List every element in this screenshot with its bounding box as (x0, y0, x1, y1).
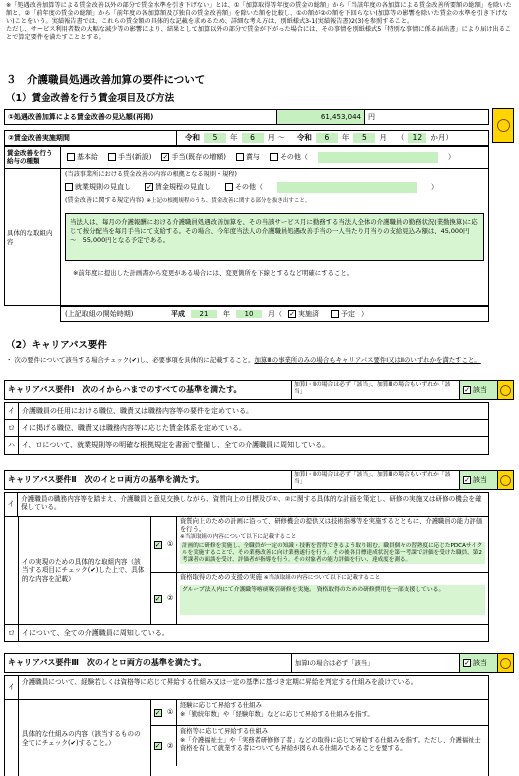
start-year[interactable]: 21 (191, 310, 217, 319)
checkbox-checked-icon: ✓ (162, 153, 169, 162)
rules-caption: (当該事業所における賃金改善の内容の根拠となる規則・規程) (65, 171, 237, 178)
checkbox-checked-icon: ✓ (289, 309, 295, 318)
req2-body (4, 492, 489, 642)
checkbox-icon (270, 153, 278, 161)
start-month-unit: 月（ (268, 309, 282, 318)
req2-option-1-text: 資質向上のための計画に沿って、研修機会の提供又は技術指導等を実施するとともに、介護職員の能力評価を行う。 (180, 518, 483, 534)
estimate-unit: 円 (365, 110, 489, 125)
req3-indicator (497, 654, 513, 672)
period-year-end[interactable]: 6 (316, 133, 338, 142)
provision-text[interactable]: 当法人は、毎月の介護報酬における介護職員処遇改善加算を、その当該サービス月に勤務する当法人全体の介護職員の勤務状況(業勤換算)に応じて按分配当を毎月手当にて支給する。その場合、今年度当法人の介護職員処遇改善手当の一人当たり月当りの支給見込み額は、45,000円 ～ 55,000円となる予定である。 (65, 213, 484, 261)
wage-items-block (4, 146, 489, 306)
req3-title: キャリアパス要件Ⅲ 次のイとロ両方の基準を満たす。 (8, 658, 207, 667)
req3-row-a: イ 介護職員について、経験若しくは資格等に応じて昇給する仕組み又は一定の基準に基づき定期に昇給を判定する仕組みを設けている。 (5, 676, 488, 700)
req1-yes[interactable]: ✓ 該当 (459, 381, 497, 399)
start-row (60, 306, 489, 322)
req1-row-c: ハ イ、ロについて、就業規則等の明確な根拠規定を書面で整備し、全ての介護職員に周知している。 (5, 437, 488, 454)
concrete-label: 具体的な取組内容 (5, 169, 61, 306)
note-line1: ※「処遇改善加算等による賃金改善以外の部分で賃金水準を引き下げない」とは、①「加算取得等年度の賃金の総額」から「当該年度の各加算による賃金改善所要額の総額」を除いた額と、②「前年度の賃金の総額」から「前年度の各加算額及び独自の賃金改善額」を除いた額を比較し、①の額が②の額を下回らない(加算等の影響を除いた賃金の水準を引き下げない)ことをいう。実績報告書では、これらの賃金額の具体的な記載を求めるため、詳細な考え方は、別紙様式3-1(実績報告書)2(3)を参照すること。 (6, 2, 512, 26)
req2-yes[interactable]: ✓ 該当 (459, 471, 497, 489)
start-month[interactable]: 10 (236, 310, 262, 319)
subsection-title: （1）賃金改善を行う賃金項目及び方法 (6, 93, 175, 104)
rule-wage-rules[interactable]: ✓ 賃金規程の見直し (146, 182, 211, 191)
req3-option-2: ✓ ② 資格等に応じて昇給する仕組み ※「介護福祉士」や「実務者研修修了者」などの取得に応じて昇給する仕組みを指す。ただし、介護福祉士資格を有して就業する者についても昇給が図られる仕組みであることを要する。 (151, 726, 488, 766)
item-other[interactable]: その他（ (270, 153, 308, 162)
rule-other-close: ） (431, 182, 438, 191)
req2-option-2-text: 資格取得のための支援の実施 (180, 574, 262, 581)
req1-header (4, 380, 514, 400)
period-year-unit-end: 年 (341, 133, 350, 143)
rule-other[interactable]: その他（ (225, 183, 263, 192)
period-year-start[interactable]: 5 (204, 133, 226, 142)
req3-header (4, 653, 514, 673)
req1-condition: 加算Ⅰ・Ⅱの場合は必ず「該当」、加算Ⅲの場合もいずれか「該当」 (291, 381, 459, 399)
checkbox-icon (67, 153, 75, 161)
period-values (177, 133, 453, 142)
checkbox-icon (65, 183, 73, 191)
req3-condition: 加算Ⅰの場合は必ず「該当」 (291, 654, 459, 672)
provision-caption-row (65, 196, 484, 205)
checkbox-checked-icon[interactable]: ✓ (154, 594, 161, 603)
req2-option-1: ✓ ① 資質向上のための計画に沿って、研修機会の提供又は技術指導等を実施するとともに、介護職員の能力評価を行う。 ※当該取組の内容について以下に記載すること 計画的に研修を実施し、全職員が一定の知識・技術を習得できるよう取り組む。職員個々の習熟度に応じたPDCAサイクルを実施することで、その業務改善に向け業務遂行を行う。その後各目標達成状況を第一考課で評価を受けた職員、第2考課者の面談を受け、評価者が指導を行う。その対象者の能力評価を行い、達成度を測る。 (151, 517, 488, 573)
concrete-row (5, 169, 488, 306)
section-title: ３ 介護職員処遇改善加算の要件について (6, 74, 206, 86)
req1-row-a: イ 介護職員の任用における職位、職責又は職務内容等の要件を定めている。 (5, 403, 488, 420)
yellow-circle-icon (500, 385, 511, 396)
item-basic[interactable]: 基本給 (67, 153, 98, 162)
checkbox-checked-icon[interactable]: ✓ (154, 742, 161, 750)
period-label: ②賃金改善実施期間 (5, 131, 177, 145)
start-era: 平成 (171, 309, 185, 318)
period-month-start[interactable]: 6 (242, 133, 264, 142)
yellow-circle-icon (500, 475, 511, 486)
req2-detail (5, 517, 488, 625)
req2-row-b: ロ イについて、全ての介護職員に周知している。 (5, 625, 488, 641)
checkbox-checked-icon[interactable]: ✓ (154, 540, 161, 549)
checkbox-checked-icon: ✓ (464, 386, 470, 394)
rule-work-rules[interactable]: 就業規則の見直し (65, 183, 131, 192)
yellow-circle-icon (500, 658, 511, 669)
career-bullet: ・ 次の要件について該当する場合チェック(✔)し、必要事項を具体的に記載すること。加算Ⅲの事業所のみの場合もキャリアパス要件Ⅰ又はⅡのいずれかを満たすこと。 (6, 356, 481, 364)
period-era-start: 令和 (185, 133, 200, 143)
items-label: 賃金改善を行う給与の種類 (5, 147, 61, 168)
period-month-end[interactable]: 5 (353, 133, 375, 142)
start-plan[interactable]: 予定 (331, 310, 355, 319)
items-row (5, 147, 488, 169)
provision-caption: (賃金改善に関する規定内容) (65, 196, 145, 204)
period-month-unit-end: 月 (379, 133, 387, 143)
req2-indicator (497, 471, 513, 489)
checkbox-icon (331, 310, 339, 318)
status-indicator-1 (492, 108, 514, 143)
start-year-unit: 年 (223, 309, 230, 318)
req1-row-b: ロ イに掲げる職位、職責又は職務内容等に応じた賃金体系を定めている。 (5, 420, 488, 437)
period-year-unit: 年 (230, 133, 238, 143)
item-other-input[interactable] (318, 152, 438, 163)
req3-detail (5, 700, 488, 776)
checkbox-icon (236, 153, 244, 161)
start-close: ） (361, 309, 368, 318)
yellow-circle-icon (497, 119, 510, 132)
rule-other-input[interactable] (277, 182, 417, 193)
concrete-content (61, 169, 488, 306)
estimate-label: ①処遇改善加算による賃金改善の見込額(再掲) (5, 110, 277, 125)
req1-indicator (497, 381, 513, 399)
req3-body (4, 675, 489, 776)
period-row (4, 130, 489, 146)
req2-condition: 加算Ⅰ・Ⅱの場合は必ず「該当」、加算Ⅲの場合もいずれか「該当」 (291, 471, 459, 489)
period-months-unit: か月） (430, 133, 453, 143)
req3-option-1: ✓ ① 経験に応じて昇給する仕組み ※「勤続年数」や「経験年数」などに応じて昇給する仕組みを指す。 (151, 700, 488, 726)
period-months[interactable]: 12 (408, 133, 426, 142)
start-done[interactable]: ✓ 実施済 (289, 309, 319, 318)
change-note: ※前年度に提出した計画書から変更がある場合には、変更箇所を下線とするなど明確にすること。 (73, 268, 354, 277)
checkbox-checked-icon: ✓ (464, 476, 470, 484)
item-existing-allowance[interactable]: ✓ 手当(既存の増額) (162, 153, 226, 162)
notes (6, 2, 514, 42)
item-new-allowance[interactable]: 手当(新設) (108, 153, 151, 162)
period-era-end: 令和 (296, 133, 312, 143)
req3-option-2-text: 資格等に応じて昇給する仕組み (180, 728, 269, 735)
req1-title: キャリアパス要件Ⅰ 次のイからハまでのすべての基準を満たす。 (8, 385, 242, 394)
checkbox-checked-icon: ✓ (464, 659, 470, 667)
estimate-value[interactable]: 61,453,044 (277, 110, 365, 125)
start-label: (上記取組の開始時期) (65, 309, 134, 318)
item-other-close: ） (447, 153, 455, 162)
items-options (61, 147, 488, 168)
req2-option-2: ✓ ② 資格取得のための支援の実施 ※当該取組の内容について以下に記載すること グループ法人内にて介護職等喀痰吸引研修を実施。 資格取得のための研修費用を一部支援している。 (151, 573, 488, 624)
checkbox-icon (108, 153, 116, 161)
estimate-row (4, 109, 489, 125)
req2-option-1-detail[interactable]: 計画的に研修を実施し、全職員が一定の知識・技術を習得できるよう取り組む。職員個々の習熟度に応じたPDCAサイクルを実施することで、その業務改善に向け業務遂行を行う。その後各目標達成状況を第一考課で評価を受けた職員、第2考課者の面談を受け、評価者が指導を行う。その対象者の能力評価を行い、達成度を測る。 (180, 542, 485, 564)
req3-option-1-text: 経験に応じて昇給する仕組み (180, 702, 262, 709)
provision-note: ※上記の根拠規程のうち、賃金改善に関する部分を抜き出すこと。 (146, 197, 311, 204)
req2-detail-label: イの実現のための具体的な取組内容（該当する項目にチェック(✔)した上で、具体的な内容を記載） (19, 517, 151, 624)
req2-header (4, 470, 514, 490)
career-title: （2）キャリアパス要件 (6, 340, 107, 351)
period-month-unit: 月 ～ (267, 133, 285, 143)
checkbox-checked-icon: ✓ (146, 182, 152, 191)
req3-detail-label: 具体的な仕組みの内容（該当するものの全てにチェック(✔)すること。） (19, 700, 151, 776)
note-line2: ただし、サービス利用者数の大幅な減少等の影響により、結果として加算以外の部分で賃金が下がった場合には、その事情を別紙様式5「特別な事情に係る届出書」により届け出ることで算定要件を満たすこととする。 (6, 26, 512, 42)
period-paren: （ (396, 133, 405, 143)
req1-rows (4, 402, 489, 455)
req2-title: キャリアパス要件Ⅱ 次のイとロ両方の基準を満たす。 (8, 475, 204, 484)
req2-option-2-detail[interactable]: グループ法人内にて介護職等喀痰吸引研修を実施。 資格取得のための研修費用を一部支援している。 (180, 585, 485, 615)
req3-yes[interactable]: ✓ 該当 (459, 654, 497, 672)
req2-row-a: イ 介護職員の職務内容等を踏まえ、介護職員と意見交換しながら、資質向上の目標及び①、②に関する具体的な計画を策定し、研修の実施又は研修の機会を確保している。 (5, 493, 488, 517)
checkbox-checked-icon[interactable]: ✓ (154, 708, 161, 717)
rules-options (65, 182, 484, 193)
checkbox-icon (225, 183, 233, 191)
item-bonus[interactable]: 賞与 (236, 153, 260, 162)
